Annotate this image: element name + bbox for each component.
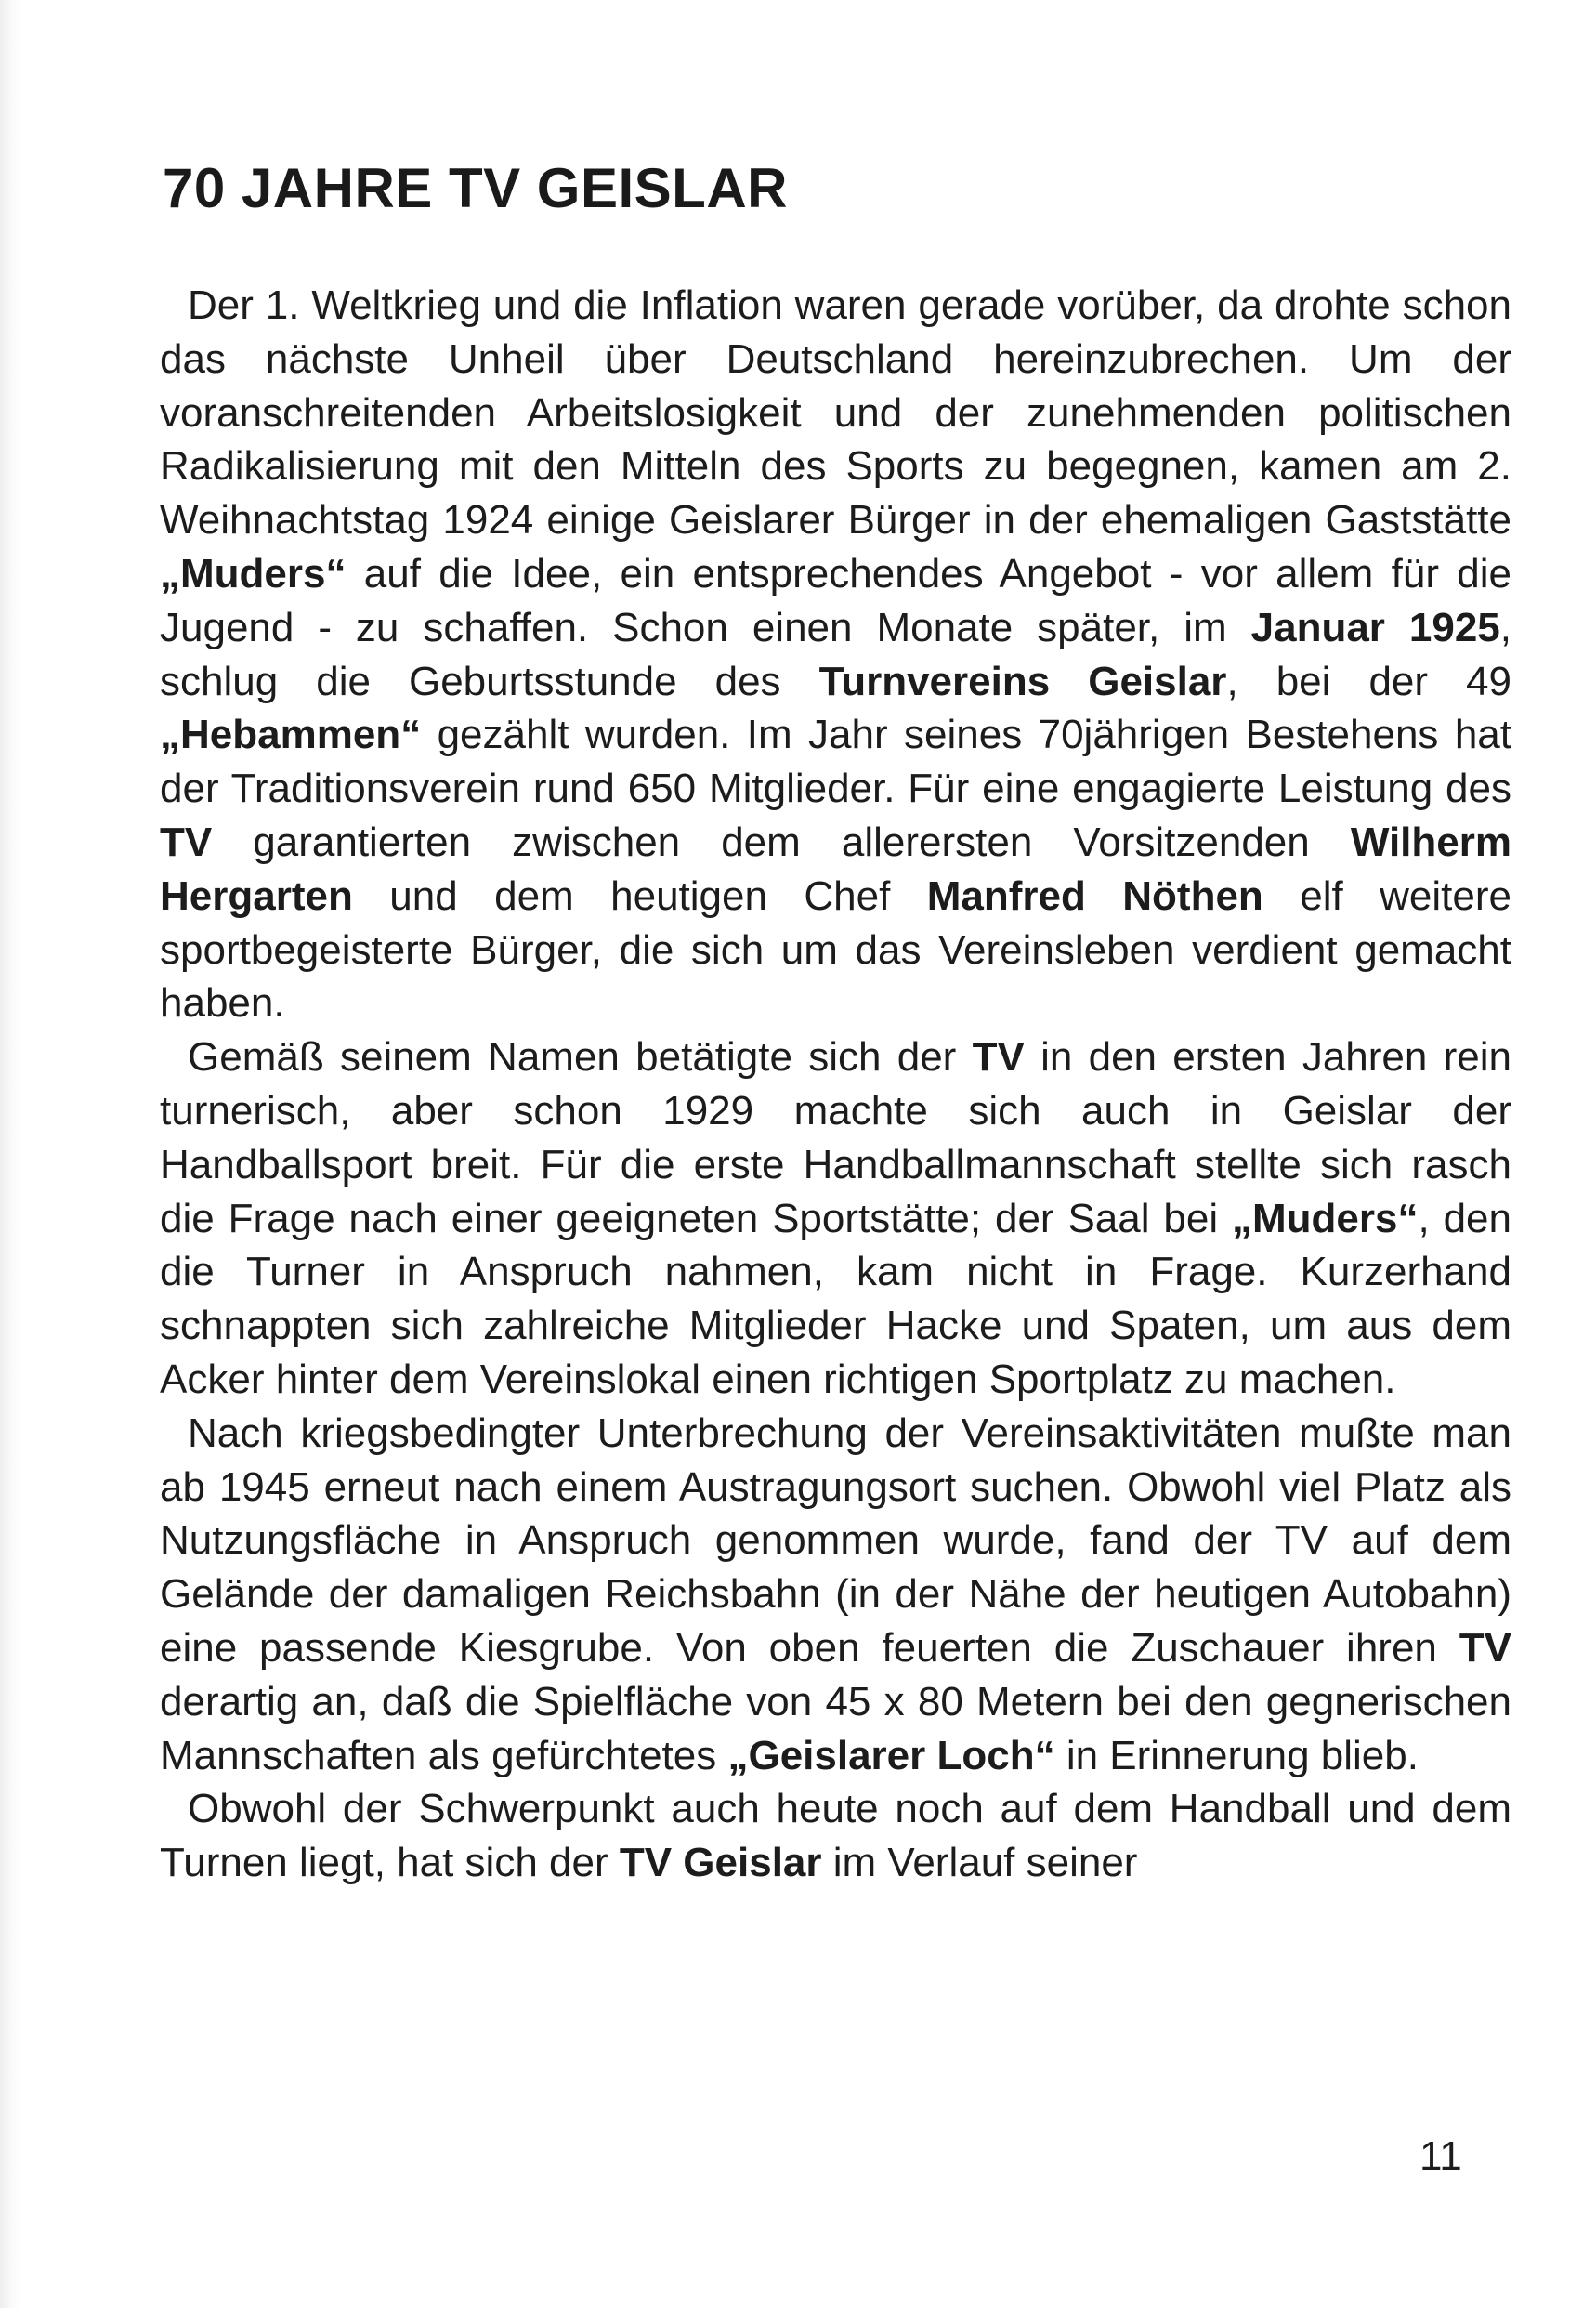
paragraph [160,279,1511,1030]
paragraph [160,1030,1511,1407]
bold-text-run: TV [1459,1624,1511,1671]
text-run: und dem heutigen Chef [352,872,927,919]
bold-text-run: TV Geislar [619,1840,822,1886]
bold-text-run: Manfred Nöthen [926,872,1263,919]
article-body [160,279,1511,1890]
text-run: Der 1. Weltkrieg und die Inflation waren gerade vorüber, da drohte schon das nächste Unheil über Deutschland hereinzubrechen. Um der voranschreitenden Arbeitslosigkeit und der zunehmenden politischen Radikalisierung mit den Mitteln des Sports zu begegnen, kamen am 2. Weihnachtstag 1924 einige Geislarer Bürger in der ehemaligen Gaststätte [160,282,1511,544]
bold-text-run: Wilherm Hergarten [160,819,1511,919]
text-run: Gemäß seinem Namen betätigte sich der [188,1034,973,1081]
text-run: , schlug die Geburtsstunde des [160,604,1511,704]
bold-text-run: „Hebammen“ [160,712,422,758]
text-run: Nach kriegsbedingter Unterbrechung der Vereinsaktivitäten mußte man ab 1945 erneut nach einem Austragungsort suchen. Obwohl viel Platz als Nutzungsfläche in Anspruch genommen wurde, fand der TV auf dem Gelände der damaligen Reichsbahn (in der Nähe der heutigen Autobahn) eine passende Kiesgrube. Von oben feuerten die Zuschauer ihren [160,1410,1511,1671]
bold-text-run: Januar 1925 [1250,604,1500,650]
text-run: im Verlauf seiner [821,1840,1138,1886]
bold-text-run: TV [972,1034,1025,1081]
page-number: 11 [1419,2133,1462,2179]
text-run: , den die Turner in Anspruch nahmen, kam nicht in Frage. Kurzerhand schnappten sich zahlreiche Mitglieder Hacke und Spaten, um aus dem Acker hinter dem Vereinslokal einen richtigen Sportplatz zu machen. [160,1195,1511,1402]
text-run: Obwohl der Schwerpunkt auch heute noch auf dem Handball und dem Turnen liegt, hat sich der [160,1786,1511,1886]
text-run: in den ersten Jahren rein turnerisch, aber schon 1929 machte sich auch in Geislar der Handballsport breit. Für die erste Handballmannschaft stellte sich rasch die Frage nach einer geeigneten Sportstätte; der Saal bei [160,1034,1511,1241]
bold-text-run: TV [160,819,213,865]
bold-text-run: „Muders“ [1231,1195,1419,1241]
bold-text-run: „Muders“ [160,550,347,597]
text-run: elf weitere sportbegeisterte Bürger, die sich um das Vereinsleben verdient gemacht haben. [160,872,1511,1027]
scan-edge-shadow [0,0,20,2308]
paragraph [160,1407,1511,1783]
paragraph [160,1782,1511,1890]
text-run: garantierten zwischen dem allerersten Vorsitzenden [212,819,1351,865]
text-run: , bei der 49 [1226,658,1512,704]
bold-text-run: Turnvereins Geislar [818,658,1227,704]
bold-text-run: „Geislarer Loch“ [727,1732,1055,1778]
page-title: 70 JAHRE TV GEISLAR [163,157,788,219]
text-run: derartig an, daß die Spielfläche von 45 x 80 Metern bei den gegnerischen Mannschaften als gefürchtetes [160,1678,1511,1778]
text-run: auf die Idee, ein entsprechendes Angebot - vor allem für die Jugend - zu schaffen. Schon einen Monate später, im [160,550,1511,650]
text-run: in Erinnerung blieb. [1054,1732,1419,1778]
text-run: gezählt wurden. Im Jahr seines 70jährigen Bestehens hat der Traditionsverein rund 650 Mitglieder. Für eine engagierte Leistung des [160,712,1511,812]
